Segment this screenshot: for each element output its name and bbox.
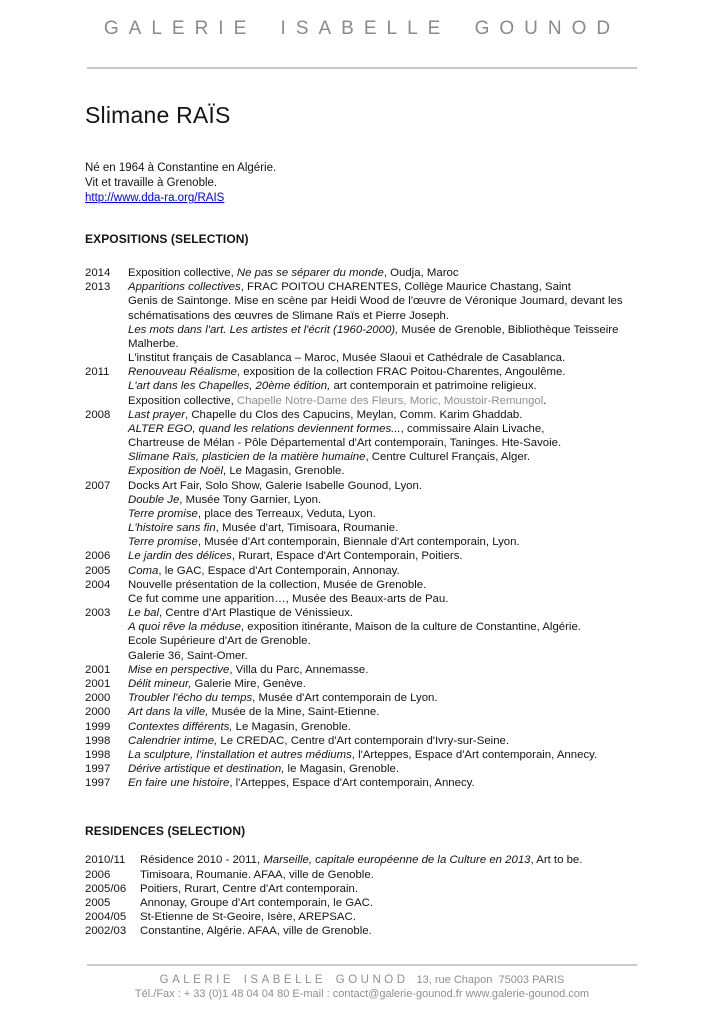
entry-row [85, 280, 724, 365]
entry-lines [128, 365, 566, 408]
entry-lines [128, 479, 520, 550]
text-segment: , Centre d'Art Plastique de Vénissieux. [159, 607, 354, 620]
entry-year: 2004/05 [85, 911, 127, 924]
entry-year: 1999 [85, 720, 111, 733]
entry-lines [128, 776, 475, 790]
entry-lines [140, 896, 373, 910]
entry-line [128, 734, 509, 748]
entry-lines [128, 663, 368, 677]
text-segment: , place des Terreaux, Veduta, Lyon. [197, 507, 376, 520]
text-segment: Calendrier intime, [128, 734, 218, 747]
text-segment: , Musée Tony Garnier, Lyon. [179, 493, 322, 506]
entry-year: 2001 [85, 677, 111, 690]
header-divider [87, 67, 637, 69]
entry-year: 1998 [85, 748, 111, 761]
entry-line [128, 705, 379, 719]
entry-lines [128, 266, 459, 280]
text-segment: Double Je [128, 493, 180, 506]
entry-line [140, 882, 358, 896]
entry-line [128, 379, 566, 393]
entry-lines [128, 677, 306, 691]
entry-row [85, 868, 724, 882]
gallery-header [0, 0, 724, 69]
entry-year: 2010/11 [85, 854, 126, 867]
text-segment: . [543, 394, 547, 407]
entry-line [128, 578, 448, 592]
text-segment: La sculpture, l'installation et autres médiums [128, 748, 352, 761]
text-segment: Ce fut comme une apparition…, Musée des Beaux-arts de Pau. [128, 592, 449, 605]
text-segment: , FRAC POITOU CHARENTES, Collège Maurice Chastang, Saint [240, 281, 571, 294]
footer [0, 964, 724, 1002]
bio-link-line [85, 191, 724, 206]
sections-root [0, 232, 724, 938]
text-segment: En faire une histoire [128, 777, 230, 790]
text-segment: Résidence 2010 - 2011, [140, 854, 264, 867]
entry-row [85, 677, 724, 691]
text-segment: Apparitions collectives [128, 281, 241, 294]
footer-line-1 [0, 973, 724, 987]
entry-row [85, 408, 724, 479]
entry-row [85, 266, 724, 280]
entry-line [128, 266, 459, 280]
entry-line [128, 365, 566, 379]
text-segment: L'art dans les Chapelles, 20ème édition, [128, 380, 331, 393]
entry-line [128, 720, 351, 734]
entry-row [85, 896, 724, 910]
text-segment: , Rurart, Espace d'Art Contemporain, Poitiers. [231, 550, 463, 563]
entry-line [128, 464, 561, 478]
section-residences [0, 824, 724, 938]
entry-line [128, 620, 581, 634]
entry-row [85, 564, 724, 578]
entry-year: 2006 [85, 550, 111, 563]
bio-line: Vit et travaille à Grenoble. [85, 177, 218, 189]
entry-line [128, 663, 368, 677]
text-segment: Le Magasin, Grenoble. [232, 720, 351, 733]
footer-gallery-name: GALERIE ISABELLE GOUNOD [159, 974, 409, 986]
entry-line [128, 280, 623, 294]
text-segment: , exposition de la collection FRAC Poitou-Charentes, Angoulême. [236, 366, 566, 379]
entry-year: 2004 [85, 578, 111, 591]
entry-row [85, 748, 724, 762]
entry-year: 2011 [85, 366, 110, 379]
text-segment: Coma [128, 564, 159, 577]
text-segment: Contextes différents, [128, 720, 233, 733]
text-segment: , Oudja, Maroc [383, 267, 459, 279]
entry-line [128, 436, 561, 450]
section-heading: RESIDENCES (SELECTION) [85, 824, 246, 839]
bio-line: Né en 1964 à Constantine en Algérie. [85, 162, 277, 174]
entry-line [128, 776, 475, 790]
entry-year: 2000 [85, 692, 111, 705]
entry-lines [128, 564, 400, 578]
text-segment: Marseille, capitale européenne de la Culture en 2013 [263, 854, 531, 867]
text-segment: , Musée d'art, Timisoara, Roumanie. [215, 522, 399, 535]
entry-line [140, 924, 372, 938]
text-segment: Mise en perspective [128, 663, 230, 676]
entry-line [128, 323, 623, 337]
entry-line [128, 649, 581, 663]
entry-line [140, 910, 356, 924]
text-segment: Genis de Saintonge. Mise en scène par Heidi Wood de l'œuvre de Véronique Joumard, devant les [128, 295, 623, 308]
entry-row [85, 578, 724, 606]
text-segment: Galerie 36, Saint-Omer. [128, 649, 248, 662]
text-segment: Dérive artistique et destination, [128, 763, 285, 776]
entry-line [128, 394, 566, 408]
cv-body [0, 100, 724, 938]
entry-lines [128, 691, 438, 705]
text-segment: Poitiers, Rurart, Centre d'Art contemporain. [140, 882, 359, 895]
text-segment: Exposition collective, [128, 267, 237, 279]
entry-year: 2005 [85, 896, 111, 909]
entries-list [85, 266, 724, 790]
entry-row [85, 720, 724, 734]
text-segment: Timisoara, Roumanie. AFAA, ville de Genoble. [140, 868, 374, 881]
text-segment: Galerie Mire, Genève. [191, 677, 306, 690]
entry-year: 2008 [85, 408, 111, 421]
entry-year: 2001 [85, 663, 111, 676]
entry-year: 2007 [85, 479, 111, 492]
text-segment: A quoi rêve la méduse [128, 621, 241, 634]
text-segment: , Musée d'Art contemporain, Biennale d'Art contemporain, Lyon. [197, 536, 520, 549]
entry-line [128, 408, 561, 422]
text-segment: , Le Magasin, Grenoble. [222, 465, 345, 478]
entry-line [128, 549, 463, 563]
entry-line [128, 351, 623, 365]
text-segment: ALTER EGO, quand les relations deviennent formes... [128, 422, 401, 435]
entry-row [85, 910, 724, 924]
artist-name: Slimane RAÏS [85, 102, 231, 128]
entry-lines [128, 720, 351, 734]
text-segment: Troubler l'écho du temps [128, 692, 253, 705]
entry-row [85, 882, 724, 896]
text-segment: Constantine, Algérie. AFAA, ville de Grenoble. [140, 925, 372, 938]
entry-line [128, 450, 561, 464]
text-segment: Chapelle Notre-Dame des Fleurs, Moric, Moustoir-Remungol [236, 394, 544, 407]
text-segment: Les mots dans l'art. Les artistes et l'écrit (1960-2000), [128, 323, 399, 336]
text-segment: , Centre Culturel Français, Alger. [365, 451, 531, 464]
artist-website-link[interactable]: http://www.dda-ra.org/RAIS [85, 192, 225, 204]
entry-year: 2002/03 [85, 925, 127, 938]
entry-row [85, 365, 724, 408]
text-segment: Musée de Grenoble, Bibliothèque Teisseire [398, 323, 619, 336]
text-segment: Terre promise [128, 536, 198, 549]
text-segment: Le bal [128, 607, 160, 620]
section-heading: EXPOSITIONS (SELECTION) [85, 232, 249, 246]
text-segment: Renouveau Réalisme [128, 366, 237, 379]
entry-lines [128, 578, 448, 606]
entry-lines [140, 910, 356, 924]
entry-row [85, 853, 724, 867]
text-segment: L'institut français de Casablanca – Maroc, Musée Slaoui et Cathédrale de Casablanca. [128, 352, 566, 365]
entry-line [128, 677, 306, 691]
section-expositions [0, 232, 724, 790]
text-segment: Musée de la Mine, Saint-Etienne. [208, 706, 380, 719]
entry-year: 2005/06 [85, 882, 127, 895]
text-segment: L'histoire sans fin [128, 522, 216, 535]
entry-line [128, 521, 520, 535]
entry-lines [128, 762, 399, 776]
entry-lines [128, 705, 379, 719]
entry-year: 2000 [85, 706, 111, 719]
footer-contact: Tél./Fax : + 33 (0)1 48 04 04 80 E-mail : contact@galerie-gounod.fr www.galerie-gounod.com [134, 988, 590, 1000]
text-segment: Malherbe. [128, 337, 179, 350]
entry-lines [128, 408, 561, 479]
text-segment: Terre promise [128, 507, 198, 520]
entry-lines [140, 882, 358, 896]
text-segment: Nouvelle présentation de la collection, Musée de Grenoble. [128, 578, 427, 591]
entry-row [85, 691, 724, 705]
text-segment: , le GAC, Espace d'Art Contemporain, Annonay. [158, 564, 400, 577]
entries-list [85, 853, 724, 938]
text-segment: Annonay, Groupe d'Art contemporain, le GAC. [140, 896, 374, 909]
entry-lines [140, 868, 374, 882]
entry-line [128, 748, 597, 762]
text-segment: , Musée d'Art contemporain de Lyon. [252, 692, 438, 705]
entry-lines [128, 280, 623, 365]
text-segment: Slimane Raïs, plasticien de la matière humaine [128, 451, 366, 464]
text-segment: art contemporain et patrimoine religieux. [330, 380, 537, 393]
entry-line [128, 507, 520, 521]
entry-line [140, 853, 582, 867]
text-segment: Art dans la ville, [128, 706, 209, 719]
entry-lines [128, 734, 509, 748]
bio-block [85, 161, 724, 206]
entry-year: 1998 [85, 734, 111, 747]
entry-line [128, 422, 561, 436]
entry-line [128, 606, 581, 620]
text-segment: , l'Arteppes, Espace d'Art contemporain, Annecy. [229, 777, 475, 790]
entry-line [128, 564, 400, 578]
entry-lines [140, 853, 582, 867]
text-segment: , commissaire Alain Livache, [400, 422, 545, 435]
text-segment: Chartreuse de Mélan - Pôle Départemental d'Art contemporain, Taninges. Hte-Savoie. [128, 437, 562, 450]
entry-line [128, 535, 520, 549]
entry-line [128, 493, 520, 507]
text-segment: Le jardin des délices [128, 550, 232, 563]
entry-row [85, 479, 724, 550]
text-segment: Ne pas se séparer du monde [236, 267, 384, 279]
entry-year: 2013 [85, 281, 111, 294]
entry-line [128, 479, 520, 493]
entry-row [85, 606, 724, 663]
text-segment: Délit mineur, [128, 677, 192, 690]
text-segment: , Villa du Parc, Annemasse. [229, 663, 369, 676]
text-segment: Exposition de Noël [128, 465, 223, 478]
text-segment: , l'Arteppes, Espace d'Art contemporain, Annecy. [351, 748, 598, 761]
text-segment: Docks Art Fair, Solo Show, Galerie Isabelle Gounod, Lyon. [128, 479, 422, 492]
entry-line [128, 309, 623, 323]
entry-line [140, 868, 374, 882]
entry-line [128, 691, 438, 705]
text-segment: , Art to be. [530, 854, 583, 867]
entry-year: 1997 [85, 763, 111, 776]
footer-address: 13, rue Chapon 75003 PARIS [416, 974, 565, 986]
entry-year: 2014 [85, 267, 111, 279]
entry-line [128, 634, 581, 648]
text-segment: le Magasin, Grenoble. [284, 763, 399, 776]
entry-line [140, 896, 373, 910]
entry-line [128, 592, 448, 606]
text-segment: , Chapelle du Clos des Capucins, Meylan, Comm. Karim Ghaddab. [184, 408, 523, 421]
entry-line [128, 294, 623, 308]
entry-line [128, 337, 623, 351]
entry-lines [128, 748, 597, 762]
entry-line [128, 762, 399, 776]
text-segment: Le CREDAC, Centre d'Art contemporain d'Ivry-sur-Seine. [217, 734, 510, 747]
footer-divider [87, 964, 637, 966]
entry-row [85, 762, 724, 776]
entry-row [85, 924, 724, 938]
entry-year: 2005 [85, 564, 111, 577]
gallery-brand-text: GALERIE ISABELLE GOUNOD [103, 18, 621, 39]
entry-lines [128, 606, 581, 663]
entry-lines [128, 549, 463, 563]
text-segment: St-Etienne de St-Geoire, Isère, AREPSAC. [140, 911, 356, 924]
text-segment: Last prayer [128, 408, 185, 421]
entry-row [85, 776, 724, 790]
entry-row [85, 663, 724, 677]
entry-row [85, 734, 724, 748]
text-segment: Exposition collective, [128, 394, 237, 407]
entry-year: 2006 [85, 868, 111, 881]
entry-year: 1997 [85, 777, 111, 790]
text-segment: Ecole Supérieure d'Art de Grenoble. [128, 635, 311, 648]
entry-year: 2003 [85, 607, 111, 620]
entry-row [85, 549, 724, 563]
entry-row [85, 705, 724, 719]
text-segment: schématisations des œuvres de Slimane Raïs et Pierre Joseph. [128, 309, 449, 322]
entry-lines [140, 924, 372, 938]
text-segment: , exposition itinérante, Maison de la culture de Constantine, Algérie. [240, 621, 581, 634]
